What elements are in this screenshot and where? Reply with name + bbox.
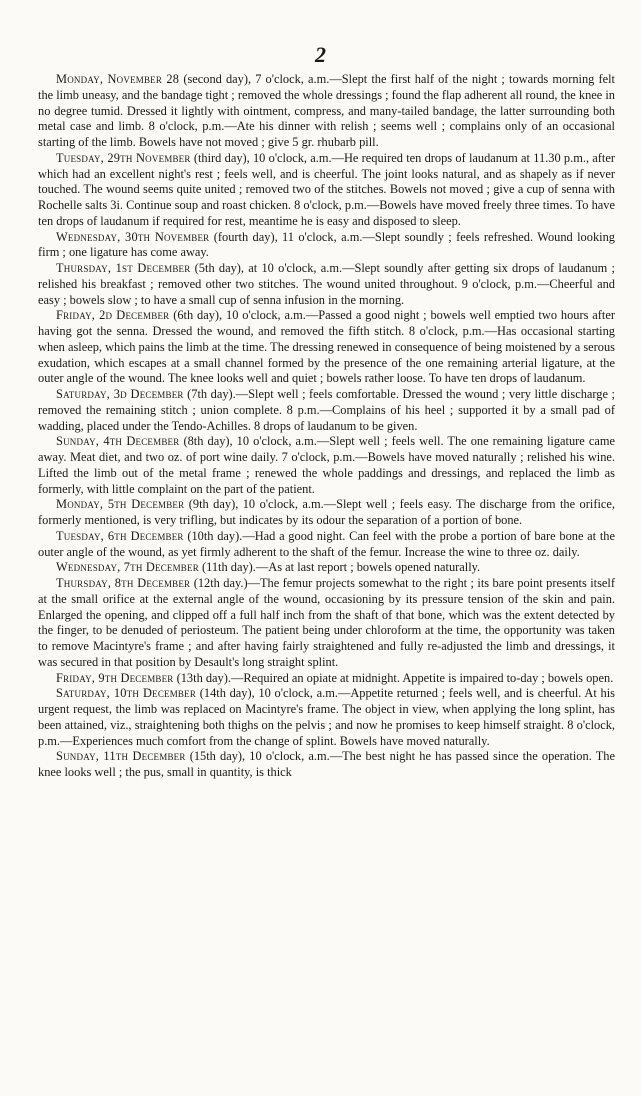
journal-entry — [38, 671, 615, 687]
entry-date: Tuesday, 6th December — [56, 528, 184, 543]
entry-date: Friday, 9th December — [56, 670, 174, 685]
entry-date: Tuesday, 29th November — [56, 150, 191, 165]
entry-date: Wednesday, 30th November — [56, 229, 210, 244]
entry-text: (7th day).—Slept well ; feels comfortable. Dressed the wound ; very little discharge ; removed the remaining stitch ; union complete. 8 p.m.—Complains of his heel ; supported it by a small pad of wadding, placed under the Tendo-Achilles. 8 drops of laudanum to be given. — [38, 387, 615, 433]
entry-text: (5th day), at 10 o'clock, a.m.—Slept soundly after getting six drops of laudanum ; relished his breakfast ; removed other two stitches. The wound united throughout. 9 o'clock, p.m.—Cheerful and easy ; bowels slow ; to have a small cup of senna infusion in the morning. — [38, 261, 615, 307]
entry-text: (fourth day), 11 o'clock, a.m.—Slept soundly ; feels refreshed. Wound looking firm ; one ligature has come away. — [38, 229, 615, 260]
journal-entry — [38, 576, 615, 671]
page-number: 2 — [315, 42, 326, 67]
journal-entry — [38, 72, 615, 151]
entry-text: (8th day), 10 o'clock, a.m.—Slept well ; feels well. The one remaining ligature came away. Meat diet, and two oz. of port wine daily. 7 o'clock, p.m.—Bowels have moved naturally ; relished his wine. Lifted the limb out of the metal frame ; renewed the whole paddings and dressings, and replaced the limb as formerly, with little complaint on the part of the patient. — [38, 434, 615, 496]
entry-text: (15th day), 10 o'clock, a.m.—The best night he has passed since the operation. The knee looks well ; the pus, small in quantity, is thick — [38, 749, 615, 779]
entry-text: (10th day).—Had a good night. Can feel with the probe a portion of bare bone at the outer angle of the wound, as yet firmly adherent to the shaft of the femur. Increase the wine to three oz. daily. — [38, 528, 615, 559]
entry-date: Saturday, 3d December — [56, 387, 184, 401]
entry-date: Friday, 2d December — [56, 308, 170, 323]
entry-date: Sunday, 11th December — [56, 749, 186, 764]
journal-entry — [38, 151, 615, 230]
journal-entry — [38, 560, 615, 576]
journal-entry — [38, 749, 615, 781]
case-notes — [38, 72, 615, 781]
entry-text: (12th day.)—The femur projects somewhat to the right ; its bare point presents itself at the small orifice at the external angle of the wound, occasioning by its pressure tension of the skin and pain. Enlarged the opening, and clipped off a full half inch from the shaft of that bone, which was the extent detected by the finger, to be denuded of periosteum. The patient being under chloroform at the time, the opportunity was taken to remove Macintyre's frame ; and after having fairly straightened and fully re-adjusted the limb and dressings, it was secured in that position by Desault's long straight splint. — [38, 576, 615, 669]
journal-entry — [38, 529, 615, 561]
journal-entry — [38, 434, 615, 497]
entry-date: Thursday, 8th December — [56, 576, 191, 590]
entry-date: Wednesday, 7th December — [56, 560, 199, 575]
entry-text: (11th day).—As at last report ; bowels opened naturally. — [198, 560, 481, 575]
journal-entry — [38, 387, 615, 434]
journal-entry — [38, 261, 615, 308]
journal-entry — [38, 497, 615, 529]
entry-text: (third day), 10 o'clock, a.m.—He required ten drops of laudanum at 11.30 p.m., after which had an excellent night's rest ; feels well, and is cheerful. The joint looks natural, and as shapely as if never touched. The wound seems quite united ; removed two of the stitches. Bowels not moved ; give a cup of senna with Rochelle salts 3i. Continue soup and roast chicken. 8 o'clock, p.m.—Bowels have moved freely three times. To have ten drops of laudanum if required for rest, meantime he is easy and disposed to sleep. — [38, 150, 615, 228]
entry-text: (6th day), 10 o'clock, a.m.—Passed a good night ; bowels well emptied two hours after having got the senna. Dressed the wound, and removed the fifth stitch. 8 o'clock, p.m.—Has occasional starting when asleep, which pains the limb at the time. The dressing renewed in consequence of being moistened by a serous exudation, which escapes at a small channel formed by the presence of the one remaining arterial ligature, at the outer angle of the wound. The knee looks well and quiet ; bowels rather loose. To have ten drops of laudanum. — [38, 308, 615, 386]
entry-text: (13th day).—Required an opiate at midnight. Appetite is impaired to-day ; bowels open. — [173, 670, 614, 685]
entry-text: (second day), 7 o'clock, a.m.—Slept the first half of the night ; towards morning felt the limb uneasy, and the bandage tight ; removed the whole dressings ; found the flap adherent all round, the knee in no degree tumid. Dressed it lightly with ointment, compress, and many-tailed bandage, the latter surrounding both metal case and limb. 8 o'clock, p.m.—Ate his dinner with relish ; seems well ; complains only of an occasional starting of the limb. Bowels have not moved ; give 5 gr. rhubarb pill. — [38, 72, 615, 149]
journal-entry — [38, 686, 615, 749]
entry-text: (14th day), 10 o'clock, a.m.—Appetite returned ; feels well, and is cheerful. At his urgent request, the limb was replaced on Macintyre's frame. The object in view, when applying the long splint, has been attained, viz., straightening both thighs on the pelvis ; and now he promises to keep himself straight. 8 o'clock, p.m.—Experiences much comfort from the change of splint. Bowels have moved naturally. — [38, 686, 615, 748]
journal-entry — [38, 308, 615, 387]
entry-date: Sunday, 4th December — [56, 434, 180, 449]
entry-date: Monday, 5th December — [56, 497, 185, 512]
entry-text: (9th day), 10 o'clock, a.m.—Slept well ; feels easy. The discharge from the orifice, formerly mentioned, is very trifling, but indicates by its odour the separation of a portion of bone. — [38, 497, 615, 527]
entry-date: Thursday, 1st December — [56, 261, 191, 275]
entry-date: Saturday, 10th December — [56, 686, 197, 701]
entry-date: Monday, November 28 — [56, 72, 180, 86]
journal-entry — [38, 230, 615, 262]
